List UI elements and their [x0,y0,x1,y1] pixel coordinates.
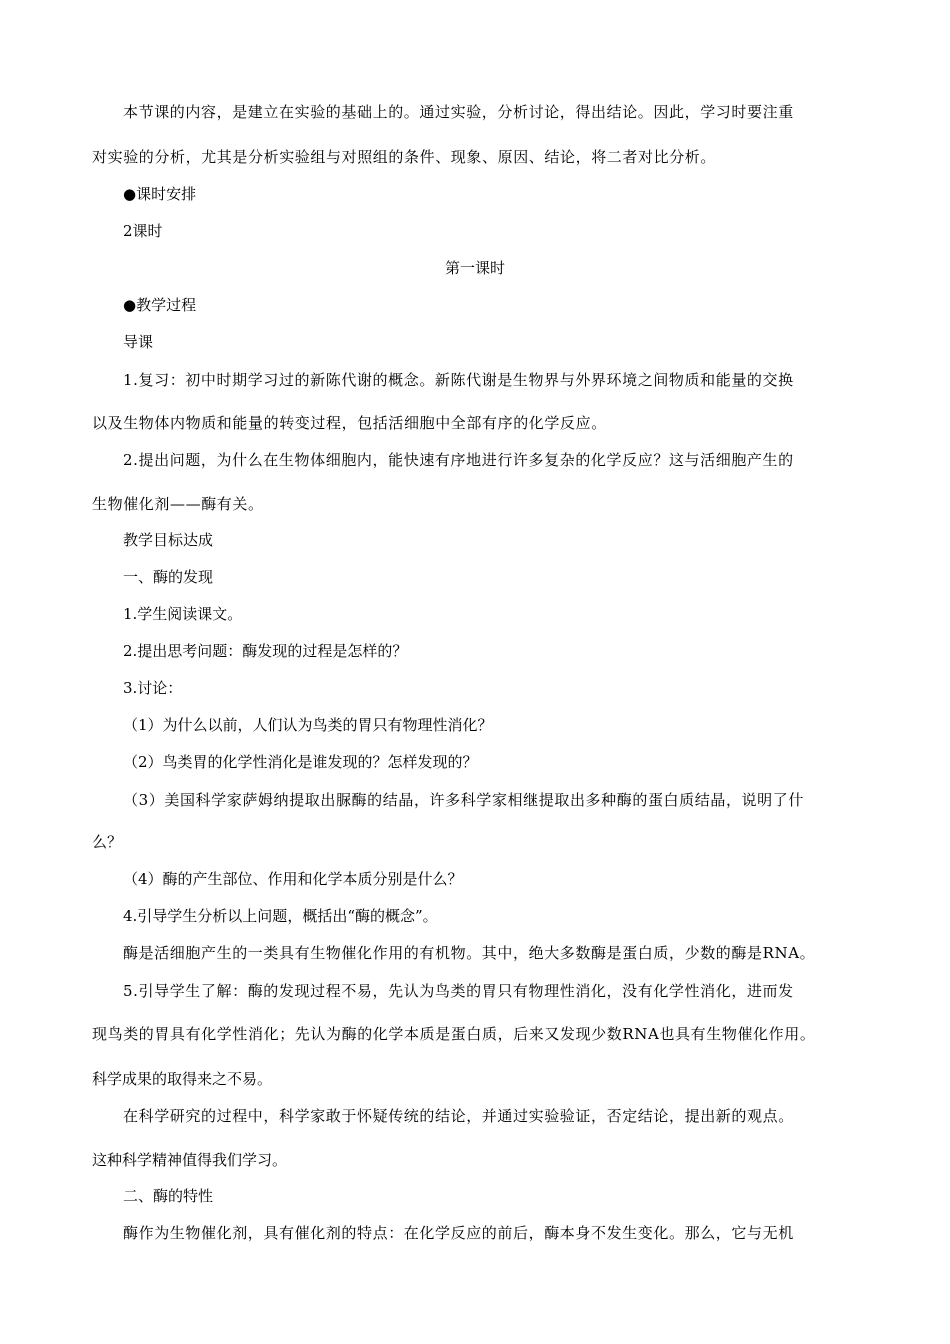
properties-line-1: 酶作为生物催化剂，具有催化剂的特点：在化学反应的前后，酶本身不发生变化。那么，它与无机 [123,1224,794,1242]
step-5-line-1: 5.引导学生了解：酶的发现过程不易，先认为鸟类的胃只有物理性消化，没有化学性消化，进而发 [123,982,794,1000]
heading-intro: 导课 [123,333,154,351]
step-5-line-3: 科学成果的取得来之不易。 [92,1070,273,1088]
discussion-3-line-2: 么？ [92,833,123,851]
section-properties: 二、酶的特性 [123,1187,214,1205]
heading-objectives: 教学目标达成 [123,531,214,549]
heading-schedule: ●课时安排 [123,185,197,203]
review-line-2: 以及生物体内物质和能量的转变过程，包括活细胞中全部有序的化学反应。 [92,414,607,432]
discussion-4: （4）酶的产生部位、作用和化学本质分别是什么？ [123,870,463,888]
question-line-2: 生物催化剂——酶有关。 [92,495,264,513]
step-2: 2.提出思考问题：酶发现的过程是怎样的？ [123,642,408,660]
discussion-1: （1）为什么以前，人们认为鸟类的胃只有物理性消化？ [123,716,493,734]
lesson-title: 第一课时 [444,259,505,277]
enzyme-definition: 酶是活细胞产生的一类具有生物催化作用的有机物。其中，绝大多数酶是蛋白质，少数的酶是RNA。 [123,944,816,962]
schedule-value: 2课时 [123,222,163,240]
step-4: 4.引导学生分析以上问题，概括出“酶的概念”。 [123,907,438,925]
discussion-3-line-1: （3）美国科学家萨姆纳提取出脲酶的结晶，许多科学家相继提取出多种酶的蛋白质结晶，说明了什 [123,791,804,809]
review-line-1: 1.复习：初中时期学习过的新陈代谢的概念。新陈代谢是生物界与外界环境之间物质和能量的交换 [123,371,794,389]
step-1: 1.学生阅读课文。 [123,605,243,623]
section-discovery: 一、酶的发现 [123,568,214,586]
science-spirit-line-1: 在科学研究的过程中，科学家敢于怀疑传统的结论，并通过实验验证，否定结论，提出新的观点。 [123,1107,794,1125]
question-line-1: 2.提出问题，为什么在生物体细胞内，能快速有序地进行许多复杂的化学反应？这与活细胞产生的 [123,451,794,469]
paragraph-intro-line-1: 本节课的内容，是建立在实验的基础上的。通过实验，分析讨论，得出结论。因此，学习时要注重 [123,103,794,121]
science-spirit-line-2: 这种科学精神值得我们学习。 [92,1151,288,1169]
step-5-line-2: 现鸟类的胃具有化学性消化；先认为酶的化学本质是蛋白质，后来又发现少数RNA也具有生物催化作用。 [92,1025,816,1043]
step-3: 3.讨论： [123,679,183,697]
paragraph-intro-line-2: 对实验的分析，尤其是分析实验组与对照组的条件、现象、原因、结论，将二者对比分析。 [92,148,717,166]
heading-process: ●教学过程 [123,296,197,314]
discussion-2: （2）鸟类胃的化学性消化是谁发现的？怎样发现的？ [123,753,478,771]
